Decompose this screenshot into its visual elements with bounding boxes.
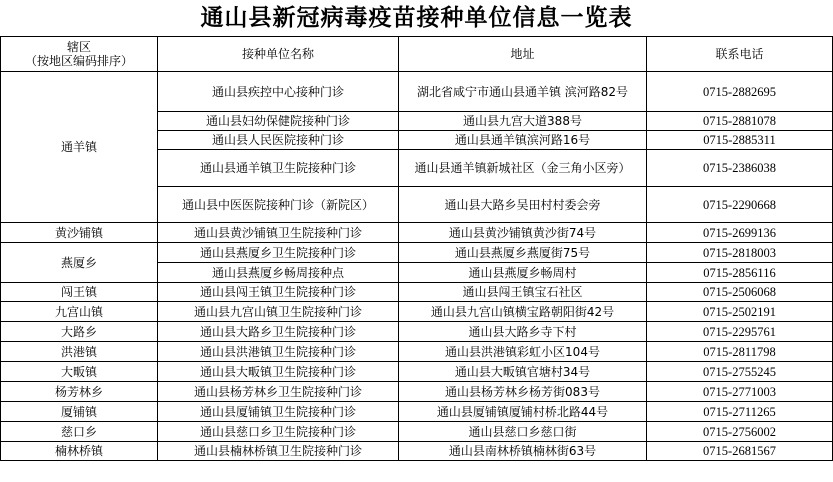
address-cell: 通山县大畈镇官塘村34号 (399, 362, 647, 382)
town-cell: 杨芳林乡 (1, 382, 158, 402)
address-cell: 通山县九宫山镇横宝路朝阳街42号 (399, 302, 647, 322)
town-cell: 大畈镇 (1, 362, 158, 382)
table-row (1, 283, 833, 302)
unit-cell: 通山县慈口乡卫生院接种门诊 (158, 422, 399, 442)
header-phone: 联系电话 (647, 37, 833, 72)
town-cell: 九宫山镇 (1, 302, 158, 322)
address-cell: 通山县大路乡寺下村 (399, 322, 647, 342)
phone-cell: 0715-2295761 (647, 322, 833, 342)
header-address: 地址 (399, 37, 647, 72)
town-cell: 楠林桥镇 (1, 442, 158, 461)
table-row (1, 223, 833, 243)
address-cell: 通山县厦铺镇厦铺村桥北路44号 (399, 402, 647, 422)
phone-cell: 0715-2885311 (647, 131, 833, 150)
address-cell: 通山县九宫大道388号 (399, 112, 647, 131)
phone-cell: 0715-2771003 (647, 382, 833, 402)
unit-cell: 通山县大畈镇卫生院接种门诊 (158, 362, 399, 382)
town-cell: 洪港镇 (1, 342, 158, 362)
unit-cell: 通山县中医医院接种门诊（新院区） (158, 187, 399, 223)
phone-cell: 0715-2699136 (647, 223, 833, 243)
unit-cell: 通山县黄沙铺镇卫生院接种门诊 (158, 223, 399, 243)
town-cell: 闯王镇 (1, 283, 158, 302)
address-cell: 通山县通羊镇新城社区（金三角小区旁） (399, 150, 647, 187)
phone-cell: 0715-2711265 (647, 402, 833, 422)
address-cell: 通山县杨芳林乡杨芳街083号 (399, 382, 647, 402)
phone-cell: 0715-2502191 (647, 302, 833, 322)
header-town-label: 辖区 (66, 40, 91, 54)
table-header-row (1, 37, 833, 72)
town-cell: 大路乡 (1, 322, 158, 342)
unit-cell: 通山县通羊镇卫生院接种门诊 (158, 150, 399, 187)
table-row (1, 72, 833, 112)
unit-cell: 通山县疾控中心接种门诊 (158, 72, 399, 112)
unit-cell: 通山县闯王镇卫生院接种门诊 (158, 283, 399, 302)
unit-cell: 通山县厦铺镇卫生院接种门诊 (158, 402, 399, 422)
address-cell: 通山县慈口乡慈口街 (399, 422, 647, 442)
unit-cell: 通山县妇幼保健院接种门诊 (158, 112, 399, 131)
unit-cell: 通山县燕厦乡畅周接种点 (158, 263, 399, 283)
table-row (1, 322, 833, 342)
unit-cell: 通山县洪港镇卫生院接种门诊 (158, 342, 399, 362)
phone-cell: 0715-2881078 (647, 112, 833, 131)
address-cell: 通山县洪港镇彩虹小区104号 (399, 342, 647, 362)
table-row (1, 302, 833, 322)
town-cell: 燕厦乡 (1, 243, 158, 283)
phone-cell: 0715-2811798 (647, 342, 833, 362)
unit-cell: 通山县杨芳林乡卫生院接种门诊 (158, 382, 399, 402)
address-cell: 湖北省咸宁市通山县通羊镇 滨河路82号 (399, 72, 647, 112)
header-town-sublabel: （按地区编码排序） (24, 54, 133, 68)
phone-cell: 0715-2756002 (647, 422, 833, 442)
table-row (1, 422, 833, 442)
town-cell: 厦铺镇 (1, 402, 158, 422)
phone-cell: 0715-2290668 (647, 187, 833, 223)
header-unit: 接种单位名称 (158, 37, 399, 72)
address-cell: 通山县闯王镇宝石社区 (399, 283, 647, 302)
page-title: 通山县新冠病毒疫苗接种单位信息一览表 (200, 4, 633, 31)
unit-cell: 通山县燕厦乡卫生院接种门诊 (158, 243, 399, 263)
unit-cell: 通山县楠林桥镇卫生院接种门诊 (158, 442, 399, 461)
address-cell: 通山县黄沙铺镇黄沙街74号 (399, 223, 647, 243)
header-town (1, 37, 158, 72)
vaccination-sites-table (0, 36, 833, 461)
address-cell: 通山县通羊镇滨河路16号 (399, 131, 647, 150)
town-cell: 通羊镇 (1, 72, 158, 223)
address-cell: 通山县大路乡吴田村村委会旁 (399, 187, 647, 223)
phone-cell: 0715-2681567 (647, 442, 833, 461)
unit-cell: 通山县九宫山镇卫生院接种门诊 (158, 302, 399, 322)
table-row (1, 342, 833, 362)
table-row (1, 362, 833, 382)
unit-cell: 通山县大路乡卫生院接种门诊 (158, 322, 399, 342)
phone-cell: 0715-2506068 (647, 283, 833, 302)
town-cell: 慈口乡 (1, 422, 158, 442)
table-row (1, 243, 833, 263)
unit-cell: 通山县人民医院接种门诊 (158, 131, 399, 150)
address-cell: 通山县南林桥镇楠林街63号 (399, 442, 647, 461)
phone-cell: 0715-2882695 (647, 72, 833, 112)
table-row (1, 382, 833, 402)
address-cell: 通山县燕厦乡畅周村 (399, 263, 647, 283)
table-row (1, 402, 833, 422)
phone-cell: 0715-2856116 (647, 263, 833, 283)
table-row (1, 442, 833, 461)
phone-cell: 0715-2755245 (647, 362, 833, 382)
address-cell: 通山县燕厦乡燕厦街75号 (399, 243, 647, 263)
phone-cell: 0715-2818003 (647, 243, 833, 263)
town-cell: 黄沙铺镇 (1, 223, 158, 243)
phone-cell: 0715-2386038 (647, 150, 833, 187)
